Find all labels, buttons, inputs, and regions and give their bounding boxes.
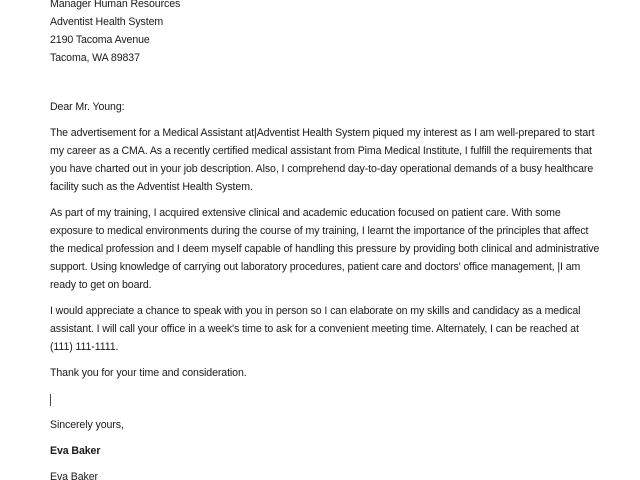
paragraph-line: you have charted out in your job description. Also, I comprehend day-to-day operational demands of a busy healthcare xyxy=(50,163,594,175)
paragraph-line: assistant. I will call your office in a week's time to ask for a convenient meeting time. Alternately, I can be reached at xyxy=(50,323,579,335)
paragraph-line: I would appreciate a chance to speak with you in person so I can elaborate on my skills and candidacy as a medical xyxy=(50,305,581,317)
salutation: Dear Mr. Young: xyxy=(50,101,125,113)
paragraph-line: support. Using knowledge of carrying out laboratory procedures, patient care and doctors' office management, |I am xyxy=(50,261,581,273)
paragraph-line: The advertisement for a Medical Assistant at|Adventist Health System piqued my interest as I am well-prepared to start xyxy=(50,127,595,139)
paragraph-line: the medical profession and I deem myself capable of handling this pressure by providing both clinical and administrative xyxy=(50,243,600,255)
paragraph-line: my career as a CMA. As a recently certified medical assistant from Pima Medical Institute, I fulfill the requirements that xyxy=(50,145,592,157)
paragraph-line: facility such as the Adventist Health System. xyxy=(50,181,253,193)
paragraph-line: As part of my training, I acquired extensive clinical and academic education focused on patient care. With some xyxy=(50,207,561,219)
paragraph-line: (111) 111-1111. xyxy=(50,341,119,353)
recipient-street: 2190 Tacoma Avenue xyxy=(50,34,150,46)
recipient-organization: Adventist Health System xyxy=(50,16,164,28)
typed-name: Eva Baker xyxy=(50,471,98,480)
recipient-address xyxy=(50,0,610,67)
paragraph-line: exposure to medical environments during the course of my training, I learnt the importance of the principles that affect xyxy=(50,225,589,237)
paragraph-1 xyxy=(50,124,610,196)
paragraph-line: ready to get on board. xyxy=(50,279,152,291)
closing-thanks: Thank you for your time and consideration. xyxy=(50,367,247,379)
recipient-city: Tacoma, WA 89837 xyxy=(50,52,140,64)
sign-off: Sincerely yours, xyxy=(50,419,124,431)
recipient-title: Manager Human Resources xyxy=(50,0,181,10)
paragraph-3 xyxy=(50,302,610,356)
text-cursor xyxy=(50,390,610,408)
signature-name: Eva Baker xyxy=(50,445,101,457)
cover-letter xyxy=(50,0,610,480)
paragraph-2 xyxy=(50,204,610,294)
